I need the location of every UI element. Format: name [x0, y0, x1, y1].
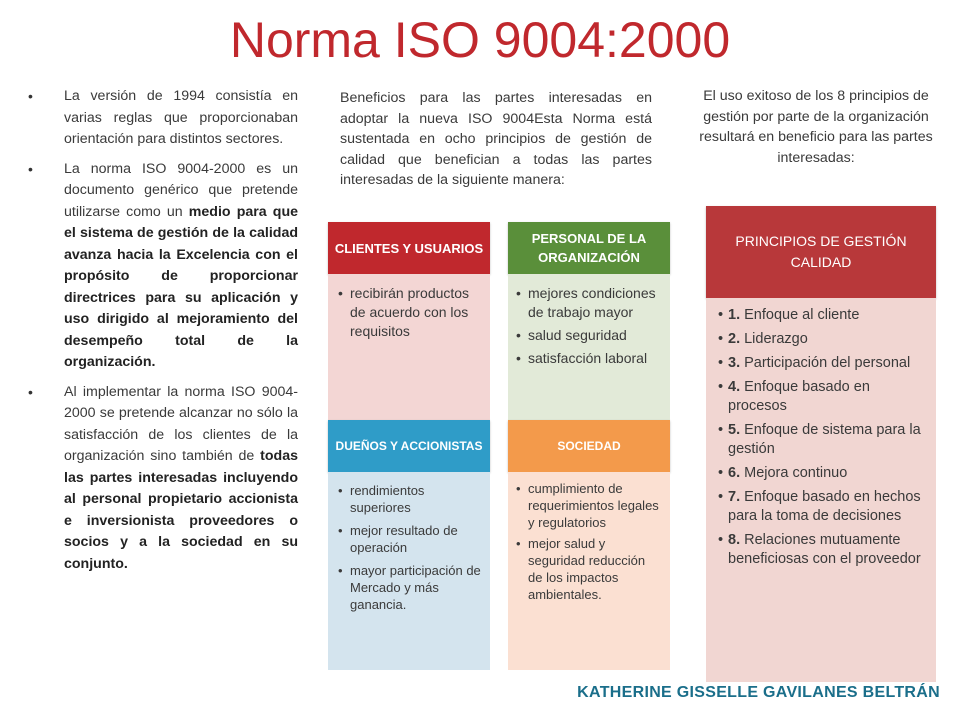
principio-text: Liderazgo — [740, 331, 808, 347]
principio-text: Enfoque de sistema para la gestión — [728, 422, 921, 457]
principio-item — [718, 306, 926, 325]
clientes-list — [338, 284, 480, 341]
left-bullet-2-bold: medio para que el sistema de gestión de la calidad avanza hacia la Excelencia con el propósito de proporcionar directrices para su aplicación y uso dirigido al mejoramiento del desempeño total de la organización. — [64, 203, 298, 370]
principio-item — [718, 531, 926, 569]
principio-text: Enfoque al cliente — [740, 307, 860, 323]
left-bullet-1-text: La versión de 1994 consistía en varias reglas que proporcionaban orientación para distintos sectores. — [64, 88, 298, 147]
principio-item — [718, 421, 926, 459]
personal-item: • mejores condiciones de trabajo mayor — [516, 284, 662, 322]
principios-body — [706, 298, 936, 682]
left-bullet-1 — [26, 86, 298, 151]
principios-list — [718, 306, 926, 569]
personal-header: PERSONAL DE LA ORGANIZACIÓN — [508, 222, 670, 274]
principio-text: Mejora continuo — [740, 465, 848, 481]
principio-text: Relaciones mutuamente beneficiosas con el proveedor — [728, 532, 921, 567]
principio-text: Enfoque basado en procesos — [728, 379, 870, 414]
duenos-header: DUEÑOS Y ACCIONISTAS — [328, 420, 490, 472]
principio-number: 8. — [728, 532, 741, 548]
principio-number: 7. — [728, 489, 741, 505]
sociedad-list — [516, 480, 662, 603]
left-bullet-3-text: Al implementar la norma ISO 9004-2000 se pretende alcanzar no sólo la satisfacción de los clientes de la organización sino también de — [64, 383, 298, 464]
principio-number: 3. — [728, 355, 741, 371]
sociedad-body — [508, 472, 670, 670]
author-name: KATHERINE GISSELLE GAVILANES BELTRÁN — [577, 684, 940, 701]
left-bullet-3 — [26, 382, 298, 576]
left-column — [26, 86, 298, 583]
duenos-body — [328, 472, 490, 670]
sociedad-header: SOCIEDAD — [508, 420, 670, 472]
principio-number: 4. — [728, 379, 741, 395]
principio-item — [718, 354, 926, 373]
principio-text: Participación del personal — [740, 355, 911, 371]
left-bullet-2-text: La norma ISO 9004-2000 es un documento genérico que pretende utilizarse como un — [64, 160, 298, 220]
left-bullet-2 — [26, 159, 298, 374]
principios-header: PRINCIPIOS DE GESTIÓN CALIDAD — [706, 206, 936, 298]
duenos-item: • mejor resultado de operación — [338, 522, 482, 556]
clientes-body — [328, 274, 490, 420]
personal-item: • salud seguridad — [516, 326, 662, 345]
principio-number: 6. — [728, 465, 741, 481]
principio-item — [718, 488, 926, 526]
principio-item — [718, 330, 926, 349]
duenos-item: • mayor participación de Mercado y más ganancia. — [338, 562, 482, 613]
left-bullet-3-bold: todas las partes interesadas incluyendo al personal propietario accionista e inversionista proveedores o socios y a la sociedad en su conjunto. — [64, 448, 298, 572]
principles-intro: El uso exitoso de los 8 principios de gestión por parte de la organización resultará en beneficio para las partes interesadas: — [699, 88, 933, 166]
benefits-intro: Beneficios para las partes interesadas en adoptar la nueva ISO 9004Esta Norma está sustentada en ocho principios de gestión de calidad que benefician a todas las partes interesadas de la siguiente manera: — [340, 90, 652, 188]
sociedad-item: • cumplimiento de requerimientos legales y regulatorios — [516, 480, 662, 531]
principio-text: Enfoque basado en hechos para la toma de decisiones — [728, 489, 921, 524]
sociedad-item: • mejor salud y seguridad reducción de los impactos ambientales. — [516, 535, 662, 603]
duenos-item: • rendimientos superiores — [338, 482, 482, 516]
clientes-header: CLIENTES Y USUARIOS — [328, 222, 490, 274]
duenos-list — [338, 482, 482, 613]
principio-number: 2. — [728, 331, 741, 347]
personal-item: • satisfacción laboral — [516, 349, 662, 368]
left-bullet-list — [26, 86, 298, 575]
clientes-item: • recibirán productos de acuerdo con los requisitos — [338, 284, 480, 341]
slide-title: Norma ISO 9004:2000 — [229, 12, 731, 68]
personal-body — [508, 274, 670, 420]
principio-item — [718, 378, 926, 416]
personal-list — [516, 284, 662, 368]
principio-number: 5. — [728, 422, 741, 438]
principio-item — [718, 464, 926, 483]
principio-number: 1. — [728, 307, 741, 323]
